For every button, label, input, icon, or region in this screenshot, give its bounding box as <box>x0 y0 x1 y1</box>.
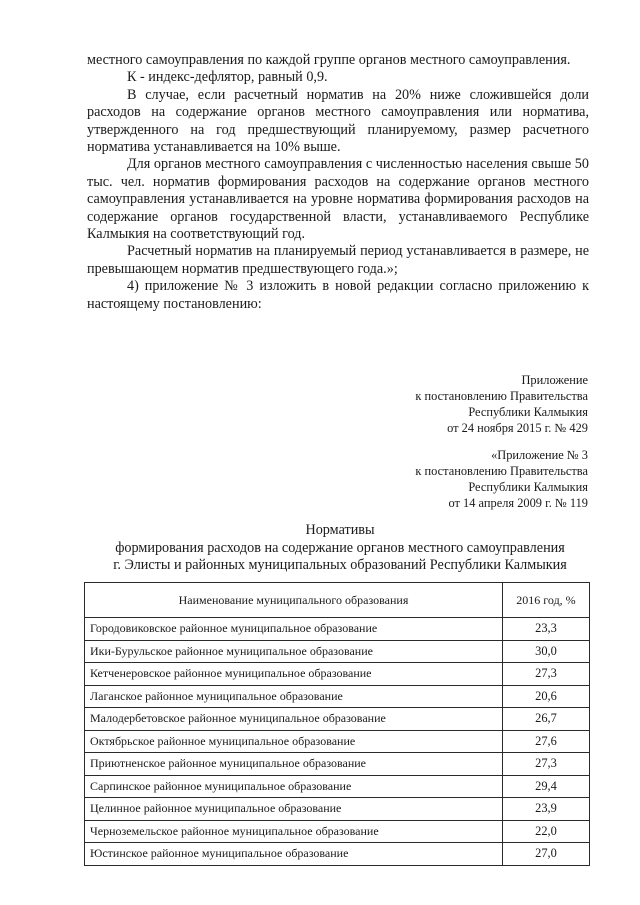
norms-table <box>84 582 590 866</box>
row-percent: 30,0 <box>503 640 590 663</box>
appendix-old-block <box>415 447 588 511</box>
row-municipality: Ики-Бурульское районное муниципальное образование <box>85 640 503 663</box>
table-row <box>85 730 590 753</box>
appendix-old-republic: Республики Калмыкия <box>468 480 588 494</box>
table-row <box>85 775 590 798</box>
row-municipality: Черноземельское районное муниципальное образование <box>85 820 503 843</box>
row-municipality: Малодербетовское районное муниципальное образование <box>85 708 503 731</box>
appendix-old-date: от 14 апреля 2009 г. № 119 <box>448 496 588 510</box>
table-row <box>85 843 590 866</box>
table-title <box>40 522 640 575</box>
row-municipality: Сарпинское районное муниципальное образование <box>85 775 503 798</box>
row-percent: 27,0 <box>503 843 590 866</box>
paragraph-item-4: 4) приложение № 3 изложить в новой редакции согласно приложению к настоящему постановлению: <box>87 278 589 312</box>
row-percent: 27,6 <box>503 730 590 753</box>
table-row <box>85 798 590 821</box>
row-municipality: Городовиковское районное муниципальное образование <box>85 618 503 641</box>
appendix-new-resolution: к постановлению Правительства <box>415 389 588 403</box>
row-municipality: Приютненское районное муниципальное образование <box>85 753 503 776</box>
table-row <box>85 618 590 641</box>
table-row <box>85 708 590 731</box>
table-row <box>85 753 590 776</box>
paragraph-deflator: К - индекс-дефлятор, равный 0,9. <box>127 69 328 86</box>
row-percent: 29,4 <box>503 775 590 798</box>
header-year-percent: 2016 год, % <box>503 583 590 618</box>
title-region: г. Элисты и районных муниципальных образований Республики Калмыкия <box>113 557 567 573</box>
appendix-old-title: «Приложение № 3 <box>491 448 588 462</box>
paragraph-population: Для органов местного самоуправления с численностью населения свыше 50 тыс. чел. норматив формирования расходов на содержание органов местного самоуправления устанавливается на уровне норматива формирования расходов на содержание органов государственной власти, устанавливаемого Республике Калмыкия на соответствующий год. <box>87 156 589 243</box>
appendix-new-date: от 24 ноября 2015 г. № 429 <box>447 421 588 435</box>
paragraph-continuation: местного самоуправления по каждой группе органов местного самоуправления. <box>87 52 571 68</box>
table-row <box>85 820 590 843</box>
title-subject: формирования расходов на содержание органов местного самоуправления <box>115 539 565 556</box>
appendix-new-block <box>415 372 588 436</box>
row-percent: 26,7 <box>503 708 590 731</box>
row-percent: 23,3 <box>503 618 590 641</box>
paragraph-planned-period: Расчетный норматив на планируемый период устанавливается в размере, не превышающем норматив предшествующего года.»; <box>87 243 589 277</box>
appendix-new-republic: Республики Калмыкия <box>468 405 588 419</box>
row-percent: 27,3 <box>503 663 590 686</box>
table-row <box>85 640 590 663</box>
paragraph-twenty-percent: В случае, если расчетный норматив на 20% ниже сложившейся доли расходов на содержание органов местного самоуправления или норматива, утвержденного на год предшествующий планируемому, размер расчетного норматива устанавливается на 10% выше. <box>87 86 589 156</box>
row-municipality: Юстинское районное муниципальное образование <box>85 843 503 866</box>
row-percent: 23,9 <box>503 798 590 821</box>
header-municipality: Наименование муниципального образования <box>85 583 503 618</box>
appendix-old-resolution: к постановлению Правительства <box>415 464 588 478</box>
table-row <box>85 685 590 708</box>
row-percent: 20,6 <box>503 685 590 708</box>
row-municipality: Октябрьское районное муниципальное образование <box>85 730 503 753</box>
title-norms: Нормативы <box>305 522 375 538</box>
row-municipality: Целинное районное муниципальное образование <box>85 798 503 821</box>
row-municipality: Кетченеровское районное муниципальное образование <box>85 663 503 686</box>
table-row <box>85 663 590 686</box>
row-percent: 27,3 <box>503 753 590 776</box>
table-header-row <box>85 583 590 618</box>
body-text <box>87 52 589 313</box>
appendix-new-title: Приложение <box>521 373 588 387</box>
row-municipality: Лаганское районное муниципальное образование <box>85 685 503 708</box>
row-percent: 22,0 <box>503 820 590 843</box>
